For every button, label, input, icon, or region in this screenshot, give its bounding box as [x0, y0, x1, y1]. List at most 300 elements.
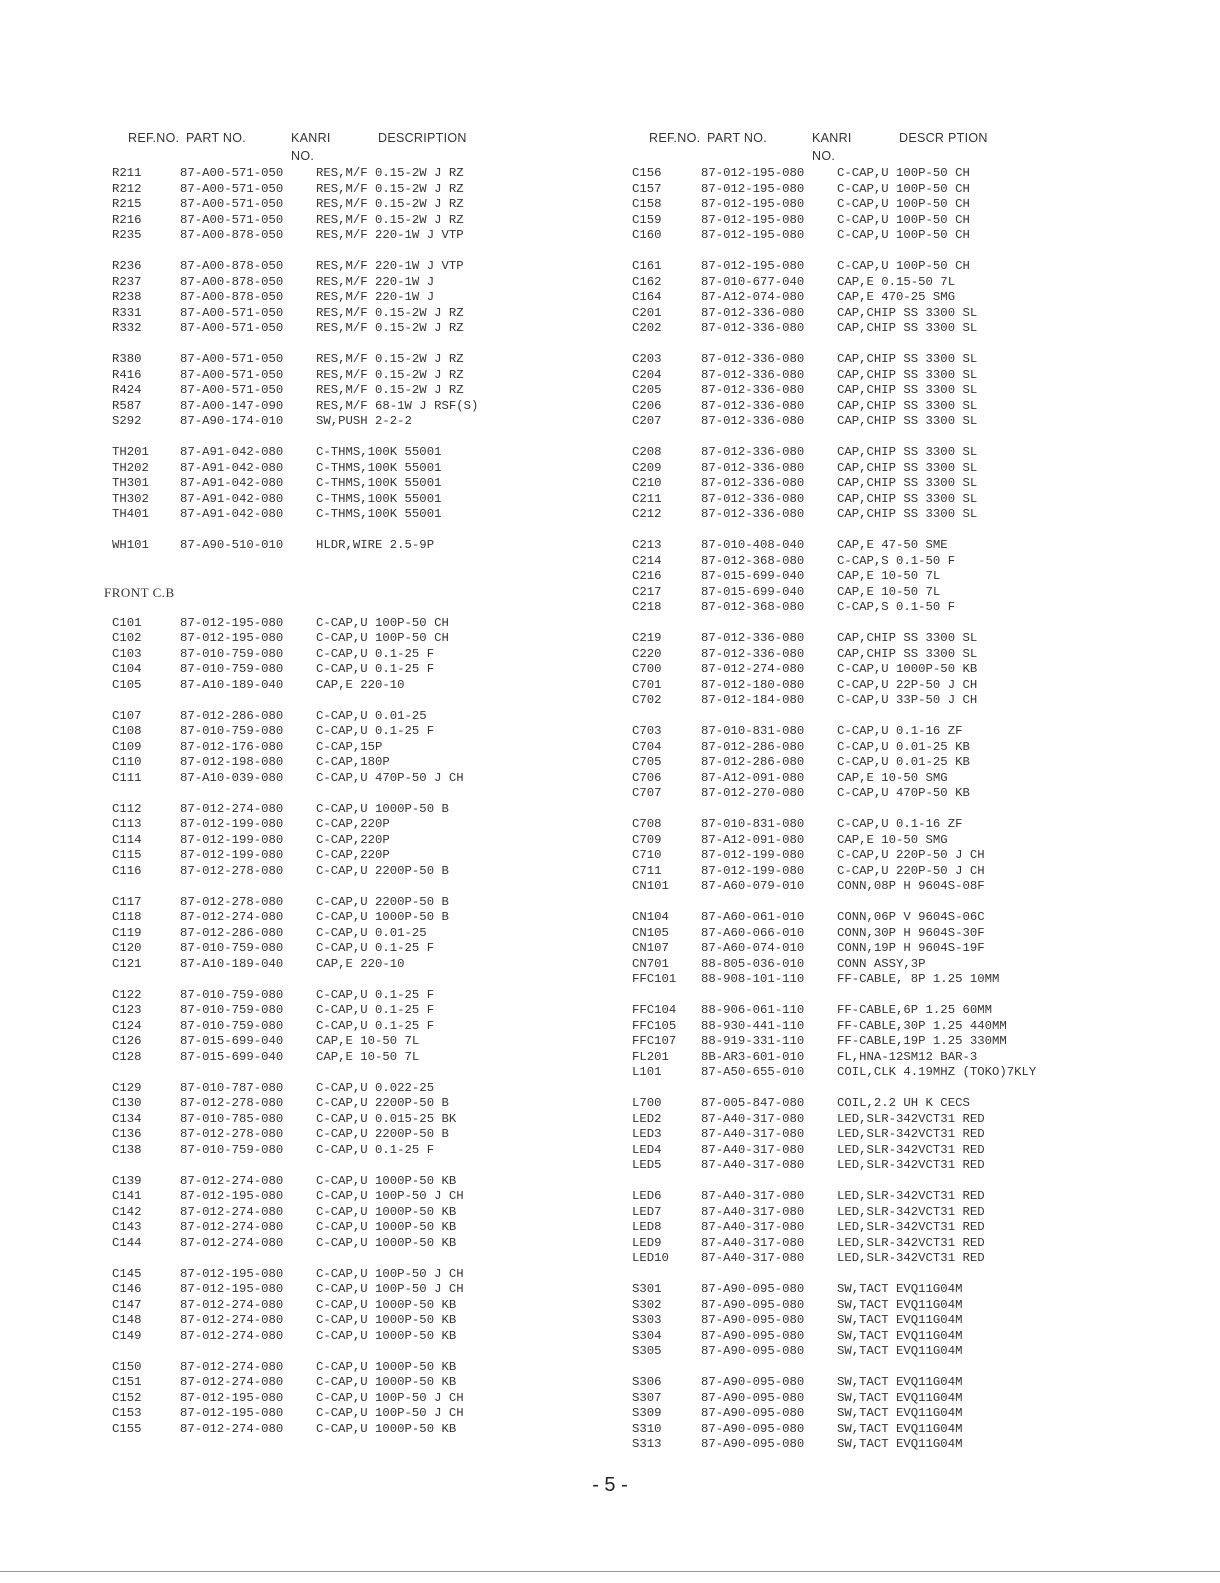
- ref-no-header: REF.NO.: [649, 131, 701, 145]
- ref-no: C202: [632, 321, 662, 335]
- ref-no: C710: [632, 848, 662, 862]
- description: C-CAP,U 22P-50 J CH: [837, 677, 978, 692]
- part-row: [632, 213, 1192, 229]
- description: C-CAP,U 1000P-50 KB: [316, 1297, 457, 1312]
- description: C-CAP,U 100P-50 CH: [316, 631, 449, 645]
- part-no: 87-A91-042-080: [180, 491, 284, 506]
- part-no-header: PART NO.: [707, 131, 768, 145]
- ref-no: C114: [112, 832, 142, 847]
- part-no: 87-010-759-080: [180, 941, 284, 955]
- part-no: 87-A12-091-080: [701, 770, 805, 785]
- part-no: 87-012-199-080: [180, 817, 284, 831]
- description: CAP,E 10-50 SMG: [837, 832, 948, 847]
- ref-no: C153: [112, 1406, 142, 1420]
- description: C-CAP,U 100P-50 CH: [316, 615, 449, 630]
- row-spacer: [632, 1360, 1192, 1376]
- part-no: 87-012-274-080: [701, 662, 805, 676]
- part-no: 87-012-195-080: [701, 212, 805, 227]
- row-spacer: [632, 523, 1192, 539]
- part-no: 87-015-699-040: [701, 569, 805, 583]
- ref-no: TH202: [112, 460, 149, 475]
- part-no: 87-012-274-080: [180, 1328, 284, 1343]
- description: C-CAP,U 2200P-50 B: [316, 1127, 449, 1141]
- ref-no: C702: [632, 693, 662, 707]
- part-row: [632, 1143, 1192, 1159]
- part-row: [104, 740, 604, 756]
- description: C-CAP,U 0.01-25 KB: [837, 739, 970, 754]
- description: LED,SLR-342VCT31 RED: [837, 1220, 985, 1234]
- description: C-CAP,U 2200P-50 B: [316, 894, 449, 909]
- description: RES,M/F 220-1W J: [316, 274, 435, 289]
- ref-no: C124: [112, 1018, 142, 1033]
- ref-no: R332: [112, 321, 142, 335]
- part-no: 87-012-278-080: [180, 1096, 284, 1110]
- part-no: 87-012-336-080: [701, 352, 805, 366]
- part-row: [104, 1391, 604, 1407]
- part-no: 87-012-195-080: [701, 259, 805, 273]
- part-row: [104, 259, 604, 275]
- ref-no-header: REF.NO.: [128, 131, 180, 145]
- description: FF-CABLE, 8P 1.25 10MM: [837, 972, 1000, 986]
- part-row: [104, 817, 604, 833]
- description: C-CAP,U 1000P-50 KB: [316, 1173, 457, 1188]
- ref-no: CN104: [632, 910, 669, 924]
- part-row: [104, 492, 604, 508]
- part-row: [632, 1391, 1192, 1407]
- part-row: [104, 507, 604, 523]
- ref-no: C134: [112, 1111, 142, 1126]
- ref-no: C211: [632, 491, 662, 506]
- description: C-CAP,U 100P-50 CH: [837, 181, 970, 196]
- ref-no: C210: [632, 476, 662, 490]
- description: C-CAP,U 1000P-50 KB: [316, 1328, 457, 1343]
- description: LED,SLR-342VCT31 RED: [837, 1111, 985, 1126]
- part-no: 87-010-677-040: [701, 274, 805, 289]
- part-no: 87-A90-095-080: [701, 1437, 805, 1451]
- description: LED,SLR-342VCT31 RED: [837, 1127, 985, 1141]
- row-spacer: [632, 616, 1192, 632]
- part-row: [104, 848, 604, 864]
- part-row: [632, 817, 1192, 833]
- ref-no: S292: [112, 414, 142, 428]
- part-row: [632, 275, 1192, 291]
- ref-no: CN101: [632, 879, 669, 893]
- description: SW,TACT EVQ11G04M: [837, 1313, 963, 1327]
- ref-no: C104: [112, 662, 142, 676]
- description: RES,M/F 0.15-2W J RZ: [316, 212, 464, 227]
- ref-no: C212: [632, 507, 662, 521]
- part-no: 87-A90-095-080: [701, 1282, 805, 1296]
- part-no: 87-012-274-080: [180, 910, 284, 924]
- part-row: [632, 1344, 1192, 1360]
- description: CAP,CHIP SS 3300 SL: [837, 631, 978, 645]
- part-row: [632, 1375, 1192, 1391]
- part-row: [104, 988, 604, 1004]
- description: FL,HNA-12SM12 BAR-3: [837, 1049, 978, 1064]
- ref-no: LED10: [632, 1251, 669, 1265]
- ref-no: C119: [112, 925, 142, 940]
- part-row: [632, 507, 1192, 523]
- part-no: 87-A00-147-090: [180, 398, 284, 413]
- description: CAP,CHIP SS 3300 SL: [837, 460, 978, 475]
- part-row: [104, 213, 604, 229]
- row-spacer: [104, 554, 604, 570]
- part-row: [632, 1189, 1192, 1205]
- description: CAP,CHIP SS 3300 SL: [837, 414, 978, 428]
- ref-no: R380: [112, 352, 142, 366]
- part-row: [104, 1375, 604, 1391]
- part-no: 87-A40-317-080: [701, 1158, 805, 1172]
- description: C-CAP,U 100P-50 CH: [837, 166, 970, 180]
- part-row: [632, 693, 1192, 709]
- row-spacer: [104, 1251, 604, 1267]
- part-row: [632, 259, 1192, 275]
- ref-no: C146: [112, 1282, 142, 1296]
- ref-no: C207: [632, 414, 662, 428]
- ref-no: R331: [112, 305, 142, 320]
- part-no: 87-A00-571-050: [180, 305, 284, 320]
- part-row: [632, 368, 1192, 384]
- ref-no: C123: [112, 1003, 142, 1017]
- row-spacer: [104, 1158, 604, 1174]
- ref-no: CN107: [632, 941, 669, 955]
- row-spacer: [632, 337, 1192, 353]
- part-row: [632, 864, 1192, 880]
- part-no: 87-A10-189-040: [180, 677, 284, 692]
- part-no: 87-A00-571-050: [180, 181, 284, 196]
- part-row: [632, 957, 1192, 973]
- part-row: [632, 972, 1192, 988]
- description: RES,M/F 220-1W J VTP: [316, 228, 464, 242]
- part-row: [632, 383, 1192, 399]
- ref-no: C148: [112, 1313, 142, 1327]
- ref-no: C201: [632, 305, 662, 320]
- part-row: [632, 1096, 1192, 1112]
- ref-no: LED8: [632, 1220, 662, 1234]
- description: C-CAP,220P: [316, 817, 390, 831]
- description: RES,M/F 0.15-2W J RZ: [316, 197, 464, 211]
- part-no: 87-012-176-080: [180, 739, 284, 754]
- row-spacer: [104, 244, 604, 260]
- part-no: 87-A10-189-040: [180, 956, 284, 971]
- part-row: [104, 647, 604, 663]
- row-spacer: [104, 600, 604, 616]
- description: SW,TACT EVQ11G04M: [837, 1328, 963, 1343]
- part-row: [104, 476, 604, 492]
- description: C-CAP,U 100P-50 J CH: [316, 1406, 464, 1420]
- part-no: 87-012-274-080: [180, 801, 284, 816]
- part-row: [632, 941, 1192, 957]
- row-spacer: [632, 895, 1192, 911]
- ref-no: C142: [112, 1204, 142, 1219]
- ref-no: LED6: [632, 1189, 662, 1203]
- ref-no: LED2: [632, 1111, 662, 1126]
- part-no: 87-012-195-080: [701, 166, 805, 180]
- part-no: 87-012-195-080: [701, 181, 805, 196]
- ref-no: C122: [112, 987, 142, 1002]
- ref-no: C150: [112, 1359, 142, 1374]
- part-row: [632, 755, 1192, 771]
- part-no: 87-010-759-080: [180, 662, 284, 676]
- part-row: [104, 1282, 604, 1298]
- description: CAP,E 10-50 SMG: [837, 770, 948, 785]
- part-no: 87-A90-095-080: [701, 1328, 805, 1343]
- description: RES,M/F 68-1W J RSF(S): [316, 398, 479, 413]
- part-row: [632, 1422, 1192, 1438]
- ref-no: C158: [632, 197, 662, 211]
- part-row: [632, 1003, 1192, 1019]
- kanri-no-header: NO.: [291, 149, 315, 163]
- description: C-CAP,U 0.1-25 F: [316, 1003, 435, 1017]
- part-row: [632, 647, 1192, 663]
- description: C-CAP,U 0.01-25: [316, 708, 427, 723]
- description: CAP,CHIP SS 3300 SL: [837, 476, 978, 490]
- description: C-CAP,U 100P-50 CH: [837, 212, 970, 227]
- part-row: [104, 1189, 604, 1205]
- description: SW,TACT EVQ11G04M: [837, 1390, 963, 1405]
- description: RES,M/F 0.15-2W J RZ: [316, 166, 464, 180]
- part-row: [104, 290, 604, 306]
- part-no: 87-012-274-080: [180, 1359, 284, 1374]
- ref-no: C103: [112, 646, 142, 661]
- part-row: [104, 352, 604, 368]
- part-no: 8B-AR3-601-010: [701, 1049, 805, 1064]
- ref-no: C113: [112, 817, 142, 831]
- part-row: [104, 864, 604, 880]
- part-no: 87-012-195-080: [701, 228, 805, 242]
- ref-no: C145: [112, 1266, 142, 1281]
- description: C-CAP,U 1000P-50 KB: [837, 662, 978, 676]
- part-row: [104, 1050, 604, 1066]
- ref-no: C219: [632, 631, 662, 645]
- description: SW,TACT EVQ11G04M: [837, 1297, 963, 1312]
- description: C-CAP,U 0.01-25: [316, 925, 427, 940]
- description: C-THMS,100K 55001: [316, 491, 442, 506]
- description: C-CAP,U 2200P-50 B: [316, 1096, 449, 1110]
- part-no: 87-012-270-080: [701, 786, 805, 800]
- description: C-CAP,U 1000P-50 B: [316, 910, 449, 924]
- description: CAP,E 47-50 SME: [837, 538, 948, 552]
- part-row: [104, 1205, 604, 1221]
- row-spacer: [104, 569, 604, 585]
- part-no: 87-012-274-080: [180, 1173, 284, 1188]
- part-row: [104, 399, 604, 415]
- part-row: [104, 197, 604, 213]
- part-no: 87-010-759-080: [180, 1003, 284, 1017]
- part-row: [104, 895, 604, 911]
- description: C-CAP,U 2200P-50 B: [316, 863, 449, 878]
- part-row: [632, 1158, 1192, 1174]
- part-row: [632, 600, 1192, 616]
- row-spacer: [632, 802, 1192, 818]
- part-row: [632, 724, 1192, 740]
- description: LED,SLR-342VCT31 RED: [837, 1189, 985, 1203]
- part-no: 87-012-274-080: [180, 1313, 284, 1327]
- ref-no: C149: [112, 1328, 142, 1343]
- part-no: 87-A00-571-050: [180, 166, 284, 180]
- row-spacer: [104, 1065, 604, 1081]
- part-row: [104, 1019, 604, 1035]
- description: C-CAP,U 0.1-16 ZF: [837, 724, 963, 738]
- ref-no: C704: [632, 739, 662, 754]
- ref-no: C152: [112, 1390, 142, 1405]
- part-row: [104, 1313, 604, 1329]
- part-no: 87-A00-878-050: [180, 259, 284, 273]
- part-no: 87-010-785-080: [180, 1111, 284, 1126]
- description: LED,SLR-342VCT31 RED: [837, 1142, 985, 1157]
- ref-no: S309: [632, 1406, 662, 1420]
- row-spacer: [104, 972, 604, 988]
- ref-no: WH101: [112, 538, 149, 552]
- part-row: [104, 368, 604, 384]
- part-no: 87-A90-095-080: [701, 1421, 805, 1436]
- ref-no: R416: [112, 367, 142, 382]
- part-row: [632, 461, 1192, 477]
- row-spacer: [632, 709, 1192, 725]
- ref-no: LED7: [632, 1204, 662, 1219]
- ref-no: L101: [632, 1065, 662, 1079]
- part-row: [104, 182, 604, 198]
- row-spacer: [632, 244, 1192, 260]
- ref-no: C109: [112, 739, 142, 754]
- part-row: [632, 554, 1192, 570]
- part-no: 87-012-336-080: [701, 367, 805, 382]
- ref-no: C707: [632, 786, 662, 800]
- ref-no: S304: [632, 1328, 662, 1343]
- ref-no: C129: [112, 1080, 142, 1095]
- part-row: [104, 1174, 604, 1190]
- part-no: 87-012-195-080: [180, 1406, 284, 1420]
- description: C-CAP,U 0.1-25 F: [316, 1142, 435, 1157]
- part-no: 87-012-274-080: [180, 1421, 284, 1436]
- part-no: 87-A10-039-080: [180, 770, 284, 785]
- description: C-CAP,S 0.1-50 F: [837, 600, 956, 614]
- part-no: 87-A00-878-050: [180, 290, 284, 304]
- ref-no: C157: [632, 181, 662, 196]
- description: C-CAP,15P: [316, 739, 383, 754]
- ref-no: C108: [112, 724, 142, 738]
- part-no: 87-012-336-080: [701, 321, 805, 335]
- description: CAP,CHIP SS 3300 SL: [837, 445, 978, 459]
- ref-no: C110: [112, 755, 142, 769]
- description: C-CAP,U 0.1-16 ZF: [837, 817, 963, 831]
- description: C-CAP,U 470P-50 J CH: [316, 770, 464, 785]
- part-no: 87-A40-317-080: [701, 1220, 805, 1234]
- part-no: 87-012-195-080: [180, 615, 284, 630]
- ref-no: C700: [632, 662, 662, 676]
- part-no: 87-012-336-080: [701, 476, 805, 490]
- part-no: 87-010-408-040: [701, 538, 805, 552]
- description: C-CAP,U 100P-50 J CH: [316, 1390, 464, 1405]
- part-row: [632, 585, 1192, 601]
- part-no: 87-A40-317-080: [701, 1251, 805, 1265]
- part-no: 87-012-336-080: [701, 646, 805, 661]
- part-row: [104, 802, 604, 818]
- description: C-CAP,U 100P-50 J CH: [316, 1189, 464, 1203]
- part-no: 87-010-831-080: [701, 817, 805, 831]
- description: FF-CABLE,30P 1.25 440MM: [837, 1018, 1007, 1033]
- ref-no: S302: [632, 1297, 662, 1312]
- ref-no: C155: [112, 1421, 142, 1436]
- description: CAP,E 10-50 7L: [837, 569, 941, 583]
- part-row: [632, 1298, 1192, 1314]
- description: C-CAP,U 0.015-25 BK: [316, 1111, 457, 1126]
- part-no: 87-A40-317-080: [701, 1204, 805, 1219]
- description: RES,M/F 0.15-2W J RZ: [316, 321, 464, 335]
- ref-no: R211: [112, 166, 142, 180]
- page-number: - 5 -: [592, 1474, 628, 1496]
- description: C-CAP,U 1000P-50 B: [316, 801, 449, 816]
- description: CAP,CHIP SS 3300 SL: [837, 398, 978, 413]
- part-no: 87-012-368-080: [701, 600, 805, 614]
- ref-no: C121: [112, 956, 142, 971]
- description: C-THMS,100K 55001: [316, 507, 442, 521]
- part-row: [632, 1282, 1192, 1298]
- ref-no: R235: [112, 228, 142, 242]
- part-no: 87-A90-095-080: [701, 1390, 805, 1405]
- part-row: [632, 414, 1192, 430]
- description: C-CAP,220P: [316, 832, 390, 847]
- part-no: 87-A00-571-050: [180, 212, 284, 227]
- part-no: 87-012-274-080: [180, 1375, 284, 1389]
- description: LED,SLR-342VCT31 RED: [837, 1204, 985, 1219]
- part-row: [104, 414, 604, 430]
- part-row: [104, 1081, 604, 1097]
- description: C-CAP,U 0.1-25 F: [316, 987, 435, 1002]
- part-row: [632, 352, 1192, 368]
- description: C-CAP,U 100P-50 CH: [837, 228, 970, 242]
- part-no: 87-A90-510-010: [180, 538, 284, 552]
- part-row: [104, 771, 604, 787]
- part-row: [104, 833, 604, 849]
- part-row: [632, 166, 1192, 182]
- row-spacer: [104, 786, 604, 802]
- part-no: 88-906-061-110: [701, 1003, 805, 1017]
- part-no: 87-A90-095-080: [701, 1344, 805, 1358]
- part-row: [104, 1236, 604, 1252]
- row-spacer: [632, 1081, 1192, 1097]
- part-row: [104, 631, 604, 647]
- ref-no: C126: [112, 1034, 142, 1048]
- part-row: [632, 1437, 1192, 1453]
- part-no: 87-A12-091-080: [701, 832, 805, 847]
- part-row: [632, 569, 1192, 585]
- part-row: [632, 786, 1192, 802]
- part-no: 87-012-195-080: [180, 1189, 284, 1203]
- part-row: [104, 941, 604, 957]
- part-no: 87-A12-074-080: [701, 290, 805, 304]
- ref-no: C208: [632, 445, 662, 459]
- ref-no: C161: [632, 259, 662, 273]
- row-spacer: [632, 430, 1192, 446]
- description: C-CAP,U 220P-50 J CH: [837, 848, 985, 862]
- part-no: 87-012-184-080: [701, 693, 805, 707]
- part-row: [104, 1329, 604, 1345]
- part-no: 87-012-336-080: [701, 398, 805, 413]
- description: CAP,E 10-50 7L: [837, 584, 941, 599]
- ref-no: C216: [632, 569, 662, 583]
- description: CONN,06P V 9604S-06C: [837, 910, 985, 924]
- description: LED,SLR-342VCT31 RED: [837, 1235, 985, 1250]
- description: C-CAP,U 1000P-50 KB: [316, 1359, 457, 1374]
- description: CAP,CHIP SS 3300 SL: [837, 321, 978, 335]
- ref-no: C711: [632, 863, 662, 878]
- part-no: 87-010-759-080: [180, 646, 284, 661]
- description: RES,M/F 220-1W J VTP: [316, 259, 464, 273]
- description: C-CAP,U 470P-50 KB: [837, 786, 970, 800]
- ref-no: L700: [632, 1096, 662, 1110]
- row-spacer: [104, 693, 604, 709]
